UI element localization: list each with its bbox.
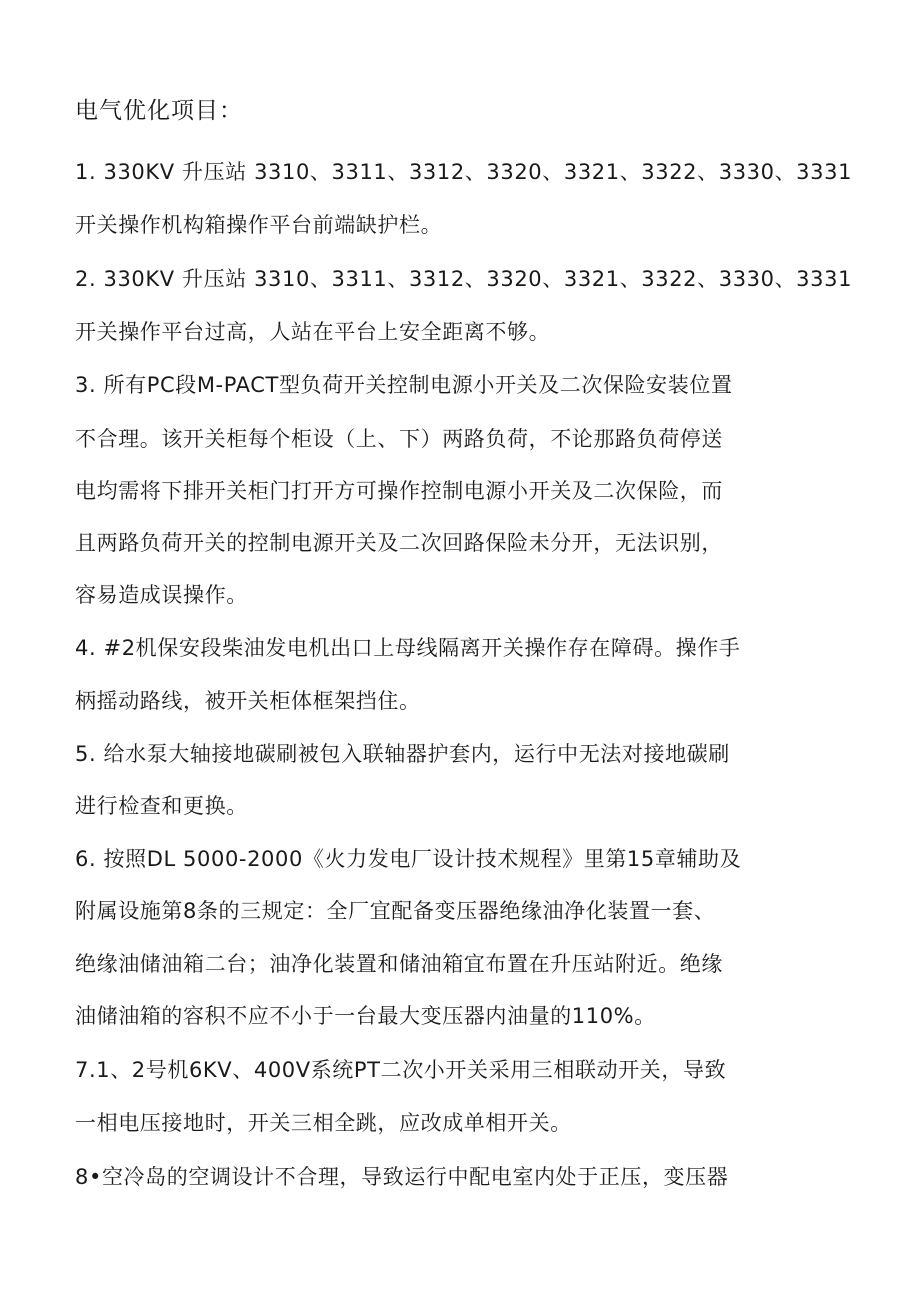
item-6-line-2: 附属设施第8条的三规定：全厂宜配备变压器绝缘油净化装置一套、 <box>75 899 716 923</box>
item-3-line-5: 容易造成误操作。 <box>75 583 248 607</box>
item-3-line-2: 不合理。该开关柜每个柜设（上、下）两路负荷，不论那路负荷停送 <box>75 427 723 451</box>
item-4-line-1: 4. #2机保安段柴油发电机出口上母线隔离开关操作存在障碍。操作手 <box>75 636 741 660</box>
item-3-line-4: 且两路负荷开关的控制电源开关及二次回路保险未分开，无法识别， <box>75 531 723 555</box>
item-5-line-2: 进行检查和更换。 <box>75 794 248 818</box>
item-6-line-1: 6. 按照DL 5000-2000《火力发电厂设计技术规程》里第15章辅助及 <box>75 847 742 871</box>
item-6-line-3: 绝缘油储油箱二台；油净化装置和储油箱宜布置在升压站附近。绝缘 <box>75 952 723 976</box>
item-1-line-2: 开关操作机构箱操作平台前端缺护栏。 <box>75 213 443 237</box>
item-3-line-1: 3. 所有PC段M-PACT型负荷开关控制电源小开关及二次保险安装位置 <box>75 373 733 397</box>
item-2-line-1: 2. 330KV 升压站 3310、3311、3312、3320、3321、3322、3330、3331 <box>75 267 853 291</box>
item-3-line-3: 电均需将下排开关柜门打开方可操作控制电源小开关及二次保险，而 <box>75 479 723 503</box>
item-7-line-1: 7.1、2号机6KV、400V系统PT二次小开关采用三相联动开关，导致 <box>75 1058 727 1082</box>
item-5-line-1: 5. 给水泵大轴接地碳刷被包入联轴器护套内，运行中无法对接地碳刷 <box>75 742 730 766</box>
item-4-line-2: 柄摇动路线，被开关柜体框架挡住。 <box>75 689 421 713</box>
document-title: 电气优化项目： <box>75 98 243 124</box>
item-8-line-1: 8•空冷岛的空调设计不合理，导致运行中配电室内处于正压，变压器 <box>75 1165 729 1189</box>
item-6-line-4: 油储油箱的容积不应不小于一台最大变压器内油量的110%。 <box>75 1004 656 1028</box>
item-2-line-2: 开关操作平台过高，人站在平台上安全距离不够。 <box>75 320 551 344</box>
item-7-line-2: 一相电压接地时，开关三相全跳，应改成单相开关。 <box>75 1111 572 1135</box>
item-1-line-1: 1. 330KV 升压站 3310、3311、3312、3320、3321、3322、3330、3331 <box>75 160 853 184</box>
